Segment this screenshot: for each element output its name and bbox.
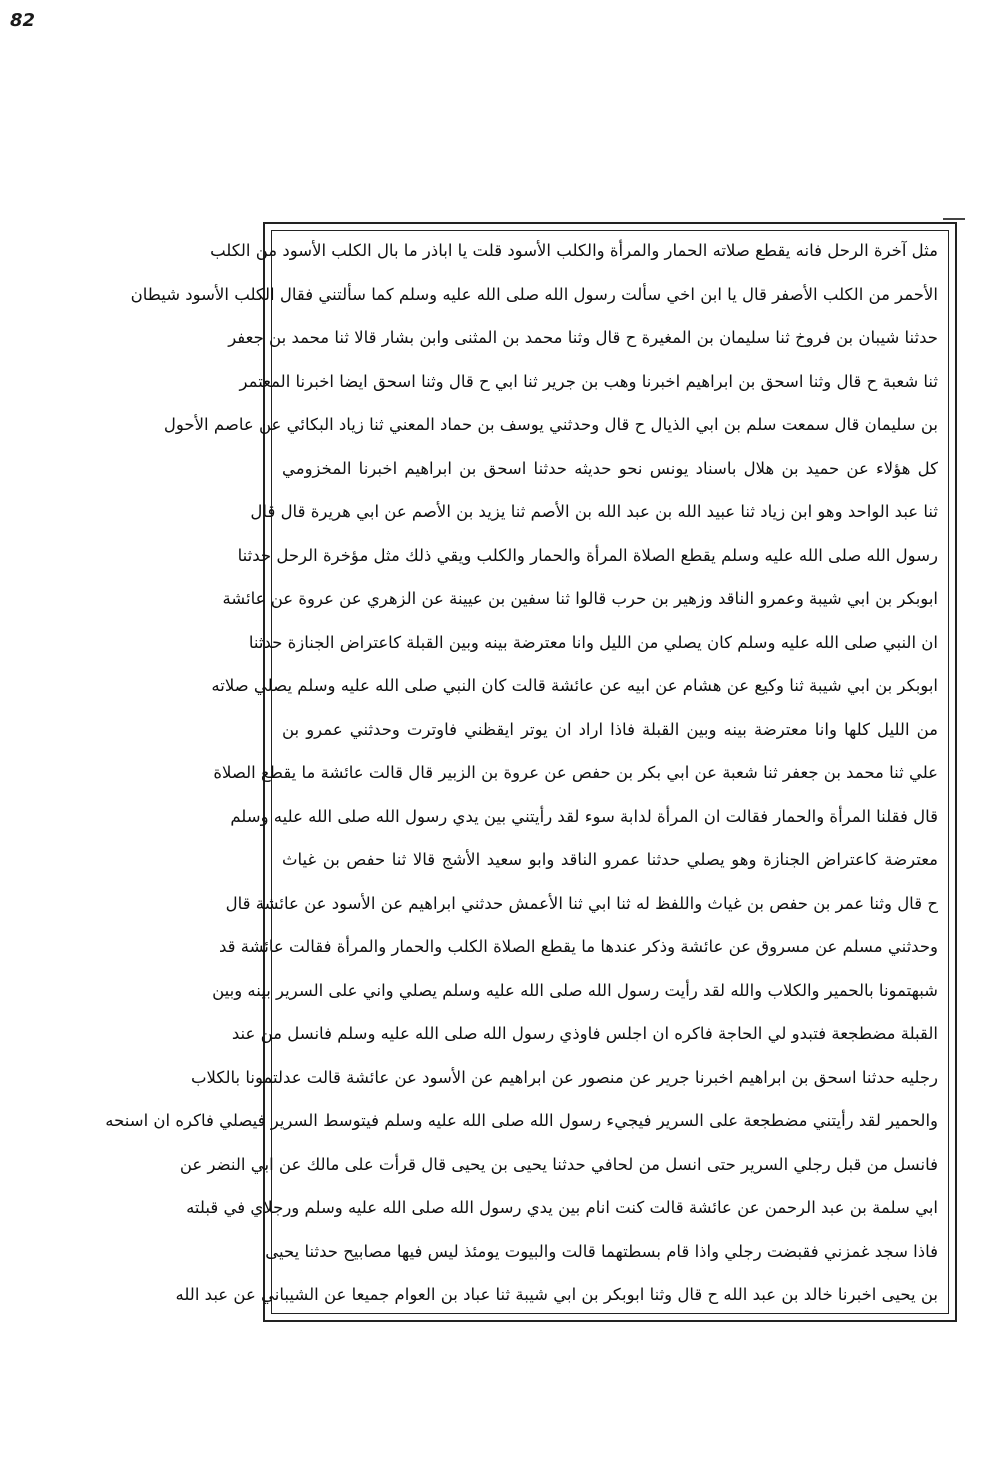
manuscript-text <box>105 241 938 1305</box>
text-line: والحمير لقد رأيتني مضطجعة على السرير فيجيء رسول الله صلى الله عليه وسلم فيتوسط السرير فيصلي فاكره ان اسنحه <box>105 1111 938 1130</box>
text-line: ح قال وثنا عمر بن حفص بن غياث واللفظ له ثنا ابي ثنا الأعمش حدثني ابراهيم عن الأسود عن عائشة قال <box>225 893 938 913</box>
manuscript-frame <box>105 222 957 1322</box>
text-line: فانسل من قبل رجلي السرير حتى انسل من لحافي حدثنا يحيى بن يحيى قال قرأت على مالك عن ابي النضر عن <box>179 1154 938 1174</box>
corner-mark <box>943 218 965 220</box>
text-line: ابوبكر بن ابي شيبة ثنا وكيع عن هشام عن ابيه عن عائشة قالت كان النبي صلى الله عليه وسلم يصلي صلاته <box>211 676 938 695</box>
text-line: بن سليمان قال سمعت سلم بن ابي الذيال ح قال وحدثني يوسف بن حماد المعني ثنا زياد البكائي عن عاصم الأحول <box>163 415 938 434</box>
text-line: مثل آخرة الرحل فانه يقطع صلاته الحمار والمرأة والكلب الأسود قلت يا اباذر ما بال الكلب الأسود من الكلب <box>210 241 938 260</box>
text-line: شبهتمونا بالحمير والكلاب والله لقد رأيت رسول الله صلى الله عليه وسلم يصلي واني على السرير بينه وبين <box>212 980 938 1000</box>
text-line: الأحمر من الكلب الأصفر قال يا ابن اخي سألت رسول الله صلى الله عليه وسلم كما سألتني فقال الكلب الأسود شيطان <box>130 284 938 304</box>
text-line: ابي سلمة بن عبد الرحمن عن عائشة قالت كنت انام بين يدي رسول الله صلى الله عليه وسلم ورجلاي في قبلته <box>186 1198 938 1217</box>
text-line: ابوبكر بن ابي شيبة وعمرو الناقد وزهير بن حرب قالوا ثنا سفين بن عيينة عن الزهري عن عروة عن عائشة <box>222 589 938 608</box>
text-line: معترضة كاعتراض الجنازة وهو يصلي حدثنا عمرو الناقد وابو سعيد الأشج قالا ثنا حفص بن غياث <box>282 850 938 869</box>
text-line: بن يحيى اخبرنا خالد بن عبد الله ح قال وثنا ابوبكر بن ابي شيبة ثنا عباد بن العوام جميعا عن الشيباني عن عبد الله <box>175 1285 938 1304</box>
text-line: قال فقلنا المرأة والحمار فقالت ان المرأة لدابة سوء لقد رأيتني بين يدي رسول الله صلى الله عليه وسلم <box>230 806 938 826</box>
text-line: ثنا شعبة ح قال وثنا اسحق بن ابراهيم اخبرنا وهب بن جرير ثنا ابي ح قال وثنا اسحق ايضا اخبرنا المعتمر <box>239 371 938 391</box>
text-line: رسول الله صلى الله عليه وسلم يقطع الصلاة المرأة والحمار والكلب ويقي ذلك مثل مؤخرة الرحل حدثنا <box>237 545 938 565</box>
page-number: 82 <box>10 10 36 31</box>
text-line: ثنا عبد الواحد وهو ابن زياد ثنا عبيد الله بن عبد الله بن الأصم ثنا يزيد بن الأصم عن ابي هريرة قال قال <box>250 502 938 521</box>
text-line: من الليل كلها وانا معترضة بينه وبين القبلة فاذا اراد ان يوتر ايقظني فاوترت وحدثني عمرو بن <box>282 719 938 739</box>
text-line: حدثنا شيبان بن فروخ ثنا سليمان بن المغيرة ح قال وثنا محمد بن المثنى وابن بشار قالا ثنا محمد بن جعفر <box>228 328 938 347</box>
text-line: فاذا سجد غمزني فقبضت رجلي واذا قام بسطتهما قالت والبيوت يومئذ ليس فيها مصابيح حدثنا يحيى <box>265 1241 938 1261</box>
manuscript-inner-border <box>105 230 949 1314</box>
text-line: وحدثني مسلم عن مسروق عن عائشة وذكر عندها ما يقطع الصلاة الكلب والحمار والمرأة فقالت عائشة قد <box>218 937 938 956</box>
text-line: علي ثنا محمد بن جعفر ثنا شعبة عن ابي بكر بن حفص عن عروة بن الزبير قال قالت عائشة ما يقطع الصلاة <box>213 763 938 782</box>
text-line: القبلة مضطجعة فتبدو لي الحاجة فاكره ان اجلس فاوذي رسول الله صلى الله عليه وسلم فانسل من عند <box>231 1024 938 1043</box>
text-line: رجليه حدثنا اسحق بن ابراهيم اخبرنا جرير عن منصور عن ابراهيم عن الأسود عن عائشة قالت عدلتمونا بالكلاب <box>190 1067 938 1087</box>
text-line: ان النبي صلى الله عليه وسلم كان يصلي من الليل وانا معترضة بينه وبين القبلة كاعتراض الجنازة حدثنا <box>248 632 938 652</box>
text-line: كل هؤلاء عن حميد بن هلال باسناد يونس نحو حديثه حدثنا اسحق بن ابراهيم اخبرنا المخزومي <box>282 458 938 478</box>
